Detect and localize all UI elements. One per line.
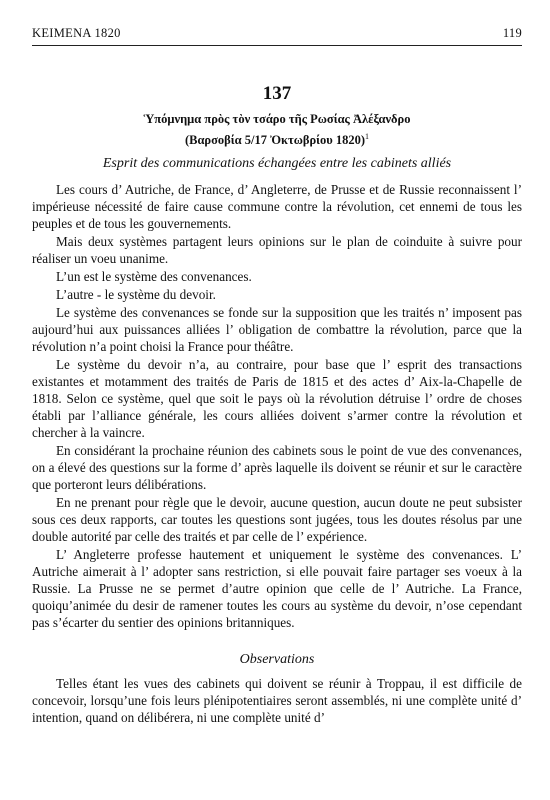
observations-text — [32, 675, 522, 726]
document-title: Esprit des communications échangées entre les cabinets alliés — [102, 156, 452, 172]
page-number: 119 — [502, 26, 522, 40]
paragraph: En ne prenant pour règle que le devoir, aucune question, aucun doute ne peut subsister sous ces deux rapports, car toutes les questions sont jugées, tous les doutes résolus par une double autorité par celle des traités et par celle de l’ expérience. — [32, 495, 522, 545]
paragraph: L’ Angleterre professe hautement et uniquement le système des convenances. L’ Autriche aimerait à l’ adopter sans restriction, si elle pouvait faire partager ses voeux à la Russie. La Prusse ne se permet d’autre opinion que celle de l’ Autriche. La France, quoiqu’animée du desir de ramener toutes les cours au système du devoir, n’ose cependant pas s’écarter du sentier des opinions britanniques. — [32, 547, 522, 631]
greek-date: (Βαρσοβία 5/17 Ὀκτωβρίου 1820) — [184, 133, 366, 148]
paragraph: En considérant la prochaine réunion des cabinets sous le point de vue des convenances, on a élevé des questions sur la forme d’ après laquelle ils doivent se réunir et sur le caractère que porteront leurs délibérations. — [32, 443, 522, 493]
paragraph: Telles étant les vues des cabinets qui doivent se réunir à Troppau, il est difficile de concevoir, lorsqu’une fois leurs plénipotentiaires seront assemblés, ni une complète unité d’ intention, quand on délibérera, ni une complète unité d’ — [32, 676, 522, 726]
paragraph: Les cours d’ Autriche, de France, d’ Angleterre, de Prusse et de Russie reconnaissent l’ impérieuse nécessité de faire cause commune contre la révolution, cet ennemi de tous les peuples et de tous les gouvernements. — [32, 182, 522, 232]
paragraph: Le système du devoir n’a, au contraire, pour base que l’ esprit des transactions existantes et motamment des traités de Paris de 1815 et des actes d’ Aix-la-Chapelle de 1818. Selon ce système, quel que soit le pays où la révolution détruise l’ ordre de choses établi par l’alliance générale, les cours alliées doivent s’armer contre la révolution et chercher à la vaincre. — [32, 357, 522, 441]
paragraph: L’autre - le système du devoir. — [56, 287, 216, 303]
running-head — [32, 26, 522, 46]
greek-date-line — [32, 128, 522, 149]
running-head-title: KEIMENA 1820 — [32, 26, 121, 40]
greek-title: Ὑπόμνημα πρὸς τὸν τσάρο τῆς Ρωσίας Ἀλέξανδρο — [143, 112, 411, 126]
observations-heading: Observations — [239, 652, 315, 668]
document-number: 137 — [262, 83, 292, 104]
paragraph: Le système des convenances se fonde sur la supposition que les traités n’ imposent pas aujourd’hui aux puissances alliées l’ obligation de combattre la révolution, parce que la révolution n’a point choisi la France pour théâtre. — [32, 305, 522, 355]
footnote-mark: 1 — [365, 132, 370, 141]
paragraph: Mais deux systèmes partagent leurs opinions sur le plan de coinduite à suivre pour réaliser un voeu unanime. — [32, 234, 522, 267]
paragraph: L’un est le système des convenances. — [56, 269, 252, 285]
body-text — [32, 181, 522, 631]
